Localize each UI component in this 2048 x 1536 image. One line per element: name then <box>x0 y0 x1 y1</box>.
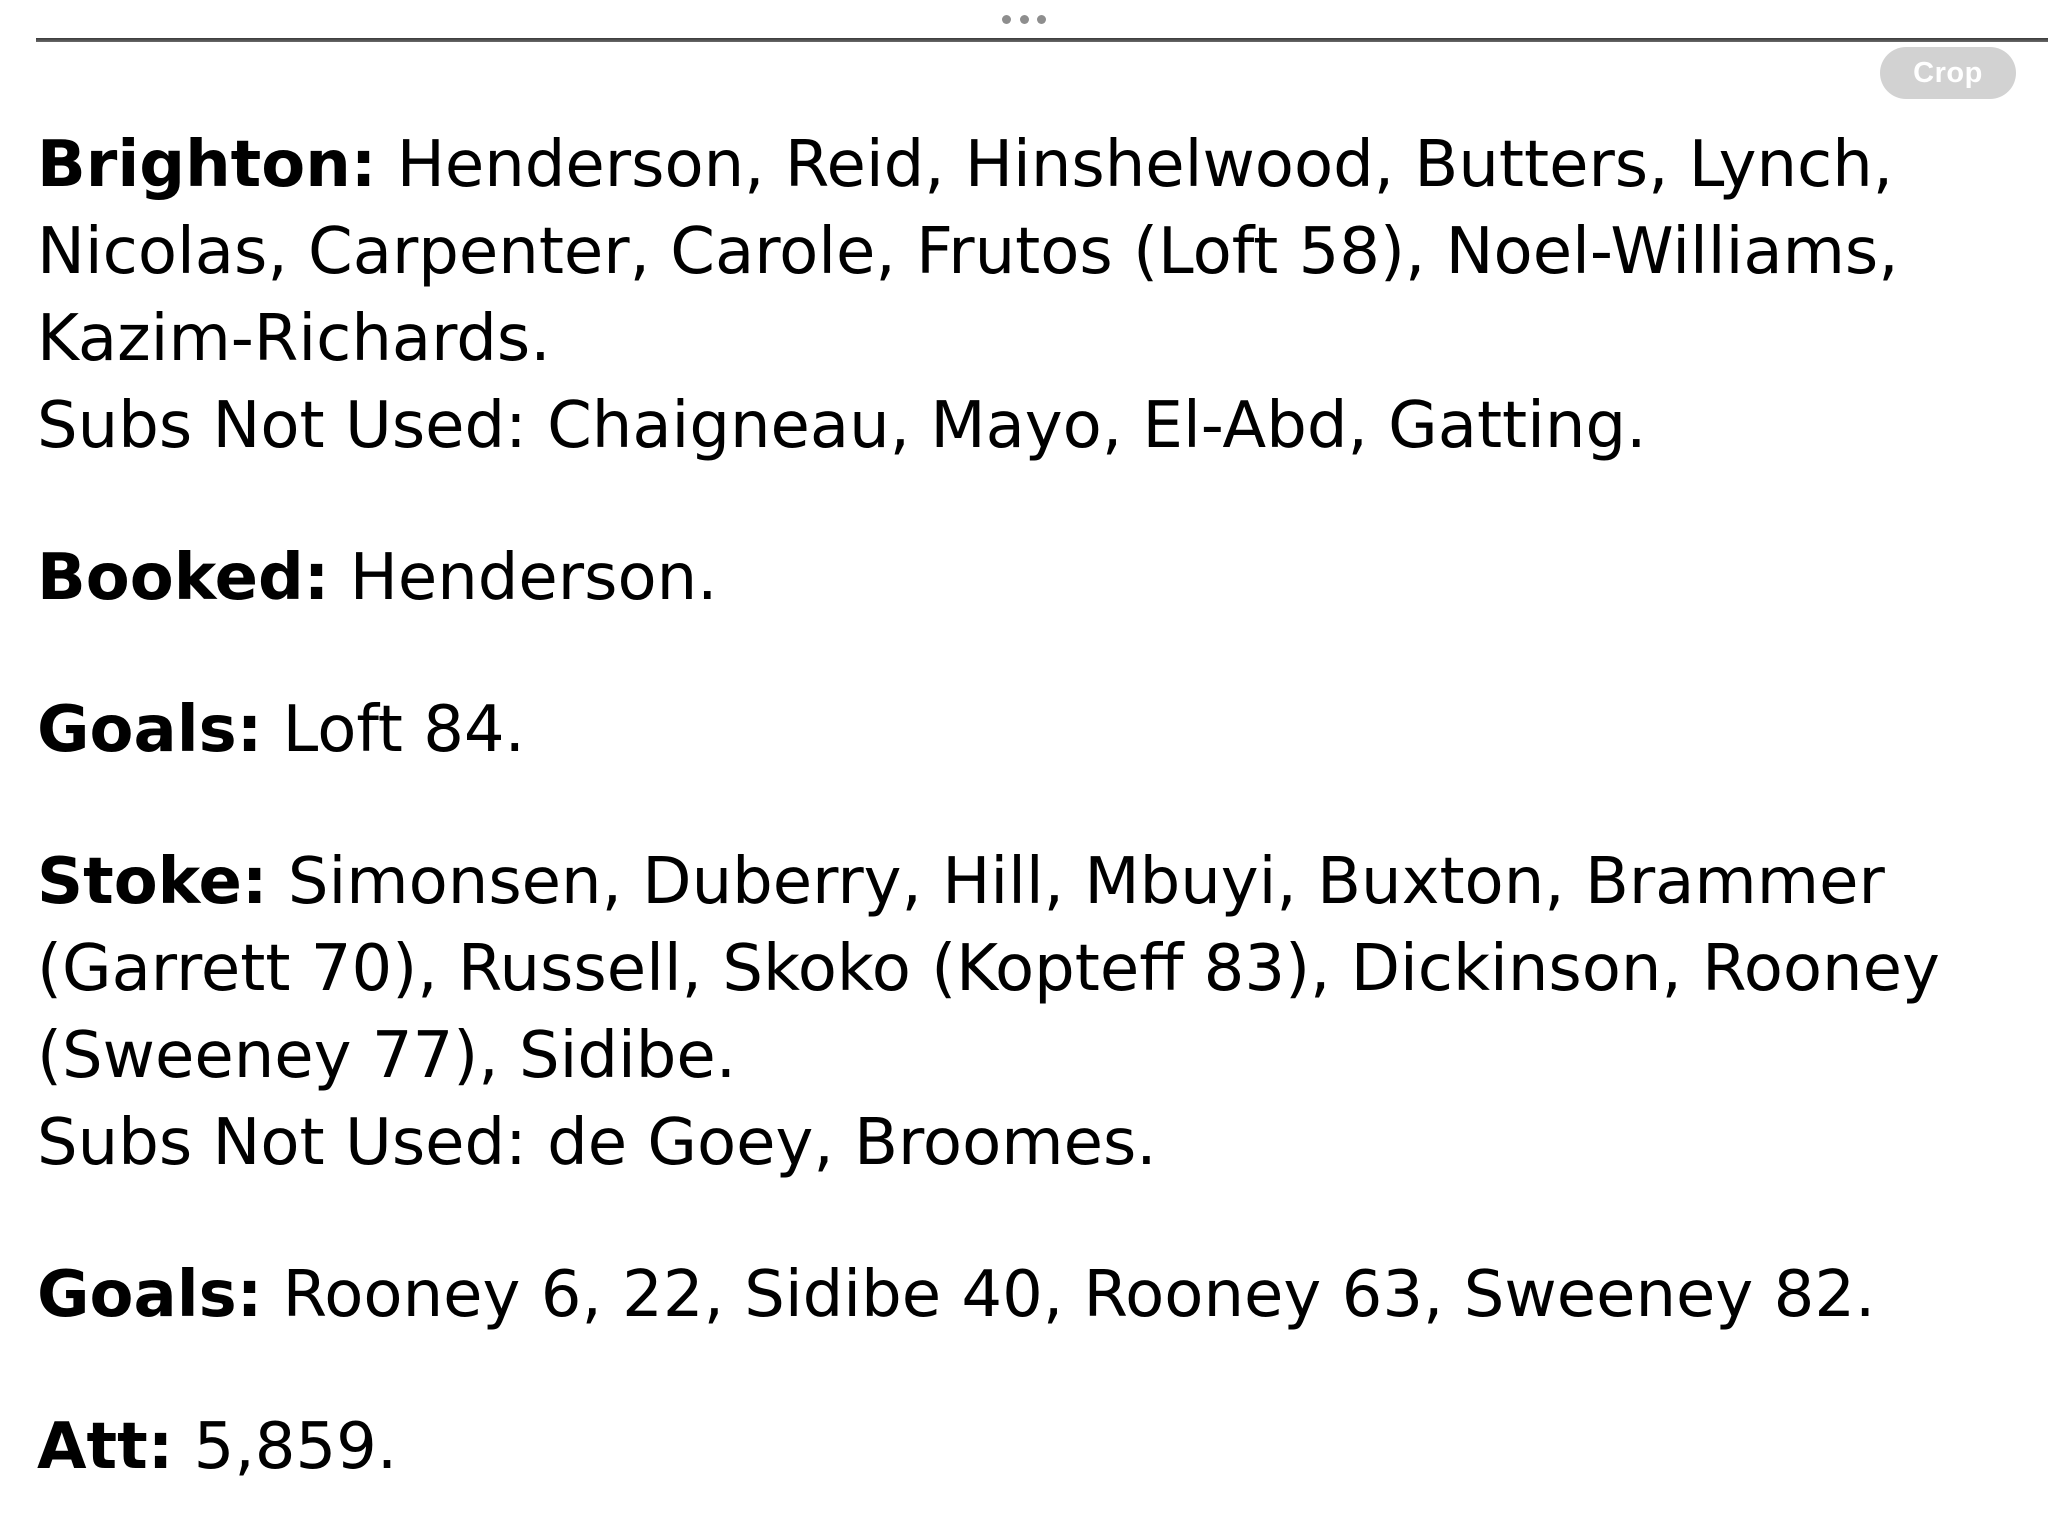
match-report <box>37 122 2048 1491</box>
brighton-goals-text: Loft 84. <box>262 693 525 767</box>
spacer <box>37 470 2048 535</box>
goals-label: Goals: <box>37 693 263 767</box>
booked-label: Booked: <box>37 541 330 615</box>
stoke-line-1 <box>37 839 2048 926</box>
booked-line <box>37 535 2048 622</box>
stoke-goals-line <box>37 1252 2048 1339</box>
handle-dot <box>1037 15 1046 24</box>
brighton-subs: Subs Not Used: Chaigneau, Mayo, El-Abd, Gatting. <box>37 389 1647 463</box>
attendance-text: 5,859. <box>173 1410 398 1484</box>
brighton-players-1: Henderson, Reid, Hinshelwood, Butters, Lynch, <box>376 128 1894 202</box>
booked <box>37 535 2048 622</box>
spacer <box>37 1187 2048 1252</box>
spacer <box>37 1339 2048 1404</box>
handle-dot <box>1020 15 1029 24</box>
booked-text: Henderson. <box>329 541 718 615</box>
brighton-goals-line <box>37 687 2048 774</box>
stoke-players-1: Simonsen, Duberry, Hill, Mbuyi, Buxton, Brammer <box>267 845 1885 919</box>
attendance <box>37 1404 2048 1491</box>
brighton-goals <box>37 687 2048 774</box>
brighton-line-3: Kazim-Richards. <box>37 302 551 376</box>
stoke-line-2: (Garrett 70), Russell, Skoko (Kopteff 83), Dickinson, Rooney <box>37 932 1940 1006</box>
goals-label: Goals: <box>37 1258 263 1332</box>
top-divider <box>36 38 2048 42</box>
stoke-goals <box>37 1252 2048 1339</box>
brighton-label: Brighton: <box>37 128 377 202</box>
handle-dot <box>1002 15 1011 24</box>
brighton-line-1 <box>37 122 2048 209</box>
stoke-label: Stoke: <box>37 845 268 919</box>
spacer <box>37 774 2048 839</box>
brighton-lineup <box>37 122 2048 470</box>
drag-handle[interactable] <box>1002 12 1046 26</box>
stoke-line-3: (Sweeney 77), Sidibe. <box>37 1019 737 1093</box>
crop-button[interactable]: Crop <box>1880 47 2016 99</box>
stoke-lineup <box>37 839 2048 1187</box>
attendance-label: Att: <box>37 1410 174 1484</box>
spacer <box>37 622 2048 687</box>
stoke-subs: Subs Not Used: de Goey, Broomes. <box>37 1106 1157 1180</box>
brighton-line-2: Nicolas, Carpenter, Carole, Frutos (Loft 58), Noel-Williams, <box>37 215 1899 289</box>
stoke-goals-text: Rooney 6, 22, Sidibe 40, Rooney 63, Sweeney 82. <box>262 1258 1876 1332</box>
attendance-line <box>37 1404 2048 1491</box>
